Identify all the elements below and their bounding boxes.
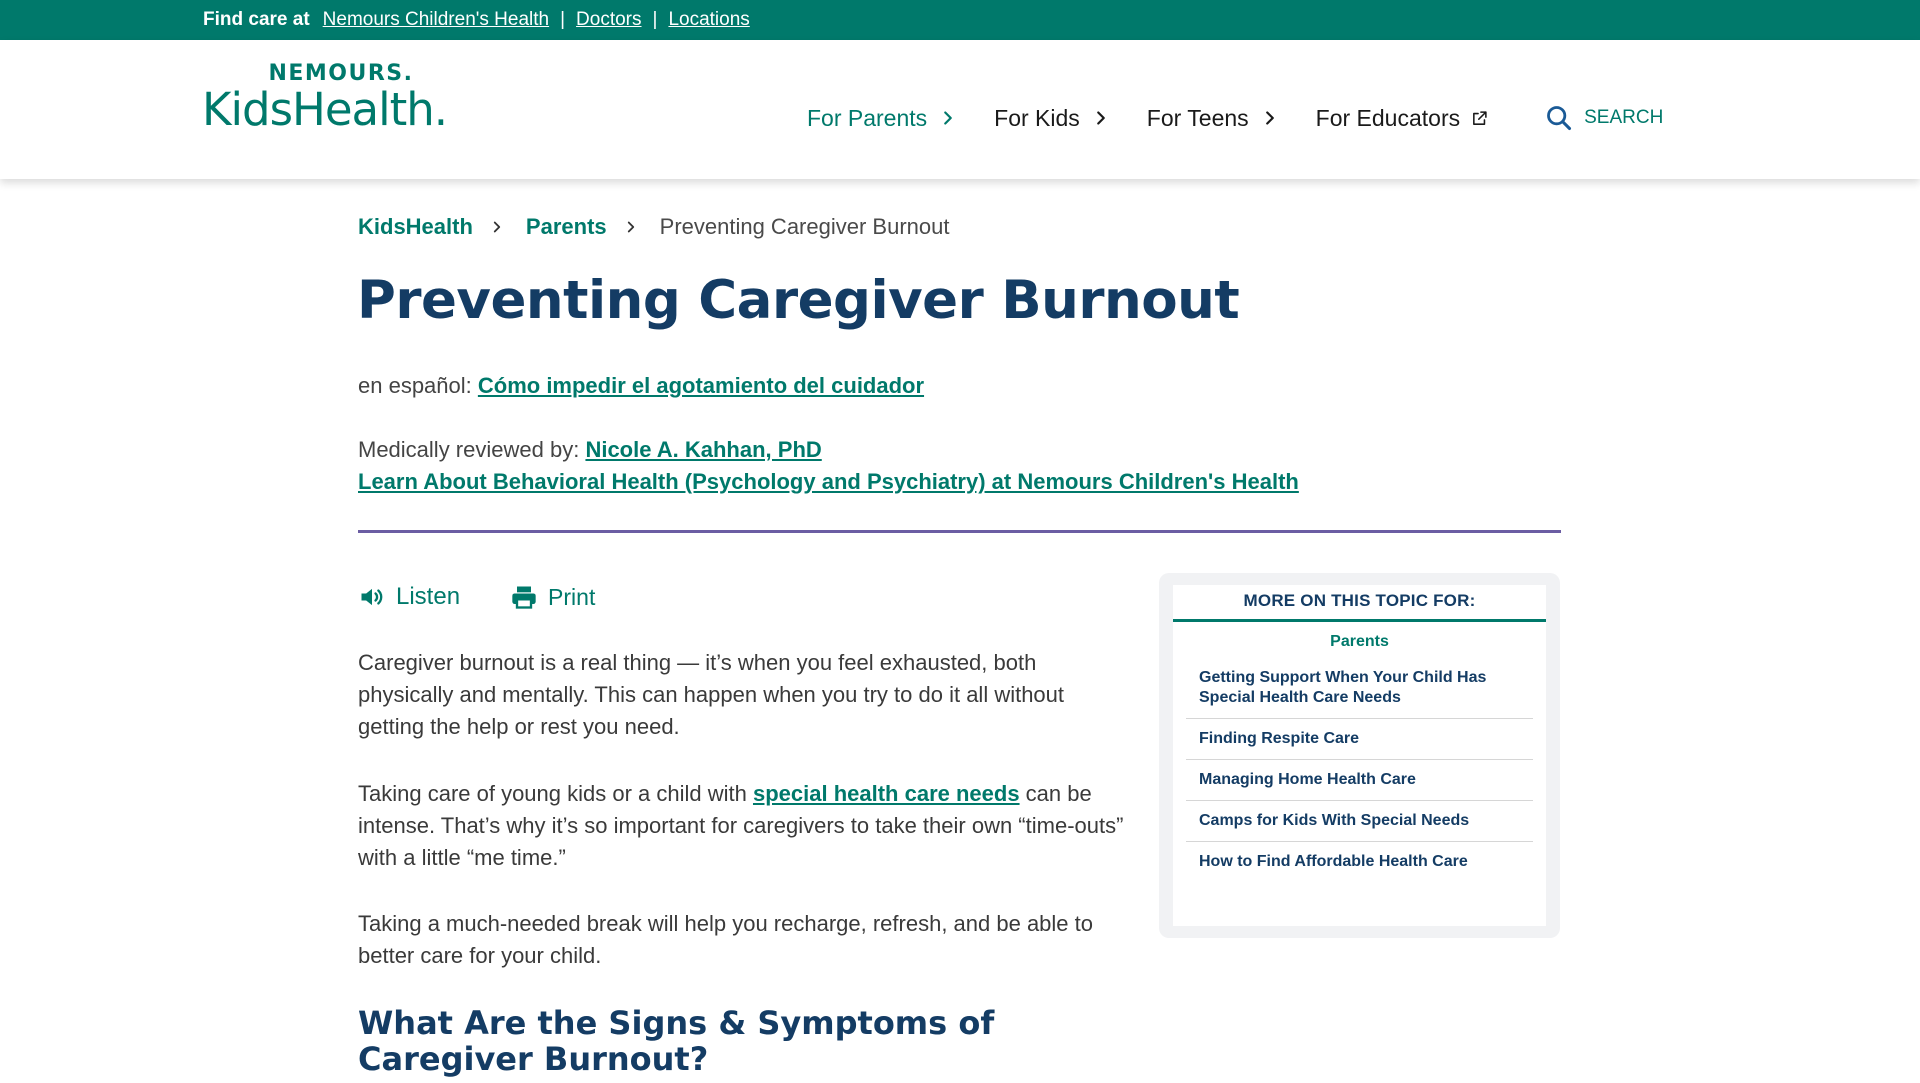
divider: | — [652, 9, 658, 30]
print-button[interactable] — [510, 583, 595, 611]
more-on-topic-panel — [1159, 573, 1560, 938]
topic-link[interactable]: Finding Respite Care — [1186, 719, 1533, 760]
chevron-right-icon — [1090, 107, 1112, 129]
chevron-right-icon — [1259, 107, 1281, 129]
more-on-topic-heading: MORE ON THIS TOPIC FOR: — [1173, 585, 1546, 622]
nemours-childrens-health-link[interactable]: Nemours Children's Health — [322, 9, 550, 30]
topic-links-list — [1186, 660, 1533, 882]
search-label: SEARCH — [1584, 107, 1664, 128]
spanish-version — [358, 373, 924, 399]
locations-link[interactable]: Locations — [668, 9, 750, 30]
divider-rule — [358, 530, 1561, 533]
paragraph-text: Taking care of young kids or a child with — [358, 781, 753, 806]
search-icon — [1545, 104, 1573, 132]
learn-more — [358, 469, 1299, 495]
topic-link[interactable]: How to Find Affordable Health Care — [1199, 853, 1468, 870]
medical-reviewer — [358, 437, 822, 463]
search-button[interactable] — [1545, 104, 1663, 132]
breadcrumb-parents[interactable]: Parents — [525, 214, 607, 239]
logo-nemours-text: NEMOURS. — [268, 61, 414, 86]
nav-for-teens-label: For Teens — [1146, 104, 1249, 131]
nav-for-educators[interactable] — [1316, 105, 1488, 132]
topic-category: Parents — [1330, 633, 1389, 650]
chevron-right-icon — [622, 218, 640, 236]
page-title: Preventing Caregiver Burnout — [357, 270, 1240, 331]
topic-link[interactable]: Managing Home Health Care — [1186, 760, 1533, 801]
external-link-icon — [1471, 110, 1488, 127]
print-label: Print — [548, 583, 596, 610]
special-health-care-needs-link[interactable]: special health care needs — [752, 781, 1020, 806]
nav-for-educators-label: For Educators — [1315, 104, 1461, 131]
logo-kidshealth-text: KidsHealth. — [202, 83, 448, 136]
breadcrumb — [358, 214, 949, 240]
nav-for-parents[interactable] — [807, 105, 959, 132]
paragraph-break: Taking a much-needed break will help you recharge, refresh, and be able to better care for your child. — [358, 911, 1094, 968]
spanish-prefix: en español: — [358, 373, 478, 398]
spanish-article-link[interactable]: Cómo impedir el agotamiento del cuidador — [477, 373, 925, 398]
main-nav — [807, 104, 1663, 132]
nav-for-teens[interactable] — [1147, 105, 1281, 132]
kidshealth-logo[interactable] — [202, 61, 472, 135]
find-care-label: Find care at — [203, 9, 310, 30]
nav-for-parents-label: For Parents — [807, 104, 928, 131]
nav-for-kids[interactable] — [994, 105, 1112, 132]
paragraph-text: can be intense. That’s why it’s so important for caregivers to take their own “time-outs” with a little “me time.” — [358, 781, 1124, 870]
find-care-bar — [0, 0, 1920, 40]
listen-button[interactable] — [358, 583, 460, 611]
article-tools — [358, 583, 595, 611]
chevron-right-icon — [488, 218, 506, 236]
site-header — [0, 40, 1920, 179]
doctors-link[interactable]: Doctors — [576, 9, 642, 30]
printer-icon — [510, 583, 538, 611]
chevron-right-icon — [937, 107, 959, 129]
nav-for-kids-label: For Kids — [994, 104, 1080, 131]
more-on-topic-card — [1173, 585, 1546, 926]
listen-label: Listen — [396, 583, 461, 610]
reviewer-link[interactable]: Nicole A. Kahhan, PhD — [585, 437, 822, 462]
breadcrumb-kidshealth[interactable]: KidsHealth — [358, 214, 473, 239]
reviewed-by-prefix: Medically reviewed by: — [358, 437, 586, 462]
speaker-icon — [358, 583, 386, 611]
topic-link[interactable]: Getting Support When Your Child Has Special Health Care Needs — [1186, 660, 1533, 719]
paragraph-special-needs — [358, 778, 1128, 874]
topic-link[interactable]: Camps for Kids With Special Needs — [1186, 801, 1533, 842]
behavioral-health-link[interactable]: Learn About Behavioral Health (Psychology and Psychiatry) at Nemours Children's Health — [358, 469, 1299, 494]
breadcrumb-current: Preventing Caregiver Burnout — [659, 214, 950, 239]
paragraph-intro: Caregiver burnout is a real thing — it’s when you feel exhausted, both physically and mentally. This can happen when you try to do it all without getting the help or rest you need. — [358, 650, 1065, 739]
section-heading: What Are the Signs & Symptoms of Caregiver Burnout? — [358, 1004, 995, 1078]
divider: | — [560, 9, 566, 30]
